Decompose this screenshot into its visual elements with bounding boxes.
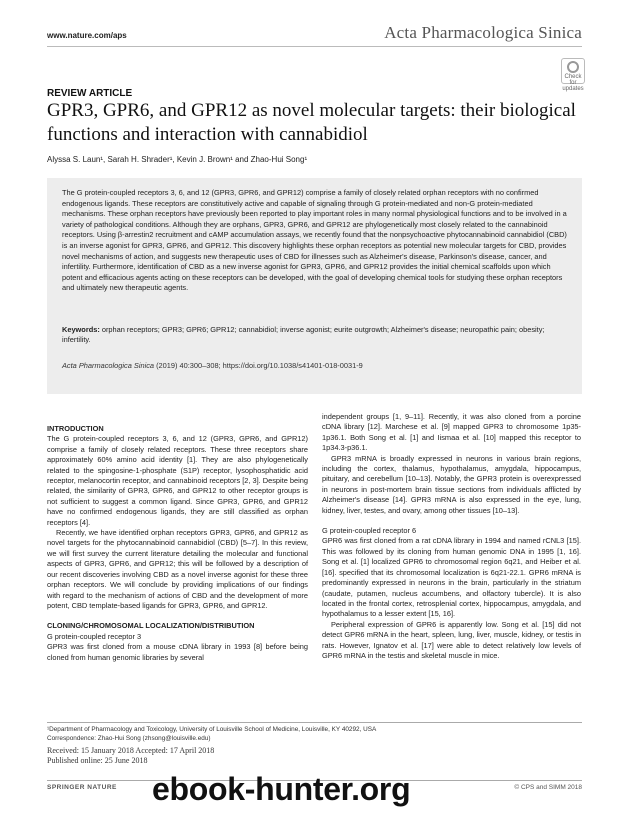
citation-details[interactable]: (2019) 40:300–308; https://doi.org/10.1038/s41401-018-0031-9 bbox=[156, 361, 363, 370]
check-for-updates-label: Check for updates bbox=[562, 74, 584, 92]
gpr3-paragraph-2: GPR3 mRNA is broadly expressed in neurons in various brain regions, including the cortex, thalamus, hypothalamus, amygdala, hippocampus, pituitary, and cerebellum [10–13]. Notably, the GPR3 protein is overexpressed in neurons in post-mortem brain tissue sections from individuals afflicted by Alzheimer's disease [14]. GPR3 mRNA is also expressed in the eye, lung, kidney, liver, testes, and ovary, among other tissues [10–13]. bbox=[322, 453, 581, 515]
abstract-text: The G protein-coupled receptors 3, 6, and 12 (GPR3, GPR6, and GPR12) comprise a family of closely related orphan receptors with no confirmed endogenous ligands. These receptors are constitutively active and capable of signaling through G protein-mediated and non-G protein-mediated mechanisms. These orphan receptors have previously been reported to play important roles in many normal physiological functions and to be involved in a variety of pathological conditions. Although they are orphans, GPR3, GPR6, and GPR12 are phylogenetically most closely related to the cannabinoid receptors. Using β-arrestin2 recruitment and cAMP accumulation assays, we recently found that the nonpsychoactive phytocannabinoid cannabidiol (CBD) is an inverse agonist for GPR3, GPR6, and GPR12. This discovery highlights these orphan receptors as potential new molecular targets for CBD, provides novel mechanisms of action, and suggests new therapeutic uses of CBD for illnesses such as Alzheimer's disease, Parkinson's disease, cancer, and infertility. Furthermore, identification of CBD as a new inverse agonist for GPR3, GPR6, and GPR12 provides the initial chemical scaffolds upon which potent and efficacious agents acting on these receptors can be developed, with the goal of developing chemical tools for studying these orphan receptors and ultimately new therapeutic agents. bbox=[62, 188, 567, 293]
journal-url[interactable]: www.nature.com/aps bbox=[47, 31, 127, 40]
check-for-updates-badge[interactable] bbox=[561, 58, 585, 92]
section-heading-introduction: INTRODUCTION bbox=[47, 424, 104, 433]
header-divider bbox=[47, 46, 582, 47]
gpr6-paragraph-1: GPR6 was first cloned from a rat cDNA library in 1994 and named rCNL3 [15]. This was followed by its cloning from human genomic DNA in 1995 [1, 16]. Song et al. [1] localized GPR6 to chromosomal region 6q21, and Heiber et al. [16]. specified that its chromosomal localization is 6q21-22.1. GPR6 mRNA is predominantly expressed in neurons in the brain, particularly in the striatum (caudate, putamen, nucleus accumbens, and olfactory tubercle). It is also located in the frontal cortex, retrosplenial cortex, hippocampus, amygdala, and hypothalamus to a lesser extent [15, 16]. bbox=[322, 536, 581, 619]
citation-journal: Acta Pharmacologica Sinica bbox=[62, 361, 155, 370]
publisher-logo: SPRINGER NATURE bbox=[47, 784, 117, 791]
published-date: Published online: 25 June 2018 bbox=[47, 756, 148, 765]
check-for-updates-icon bbox=[567, 61, 579, 73]
keywords-list: orphan receptors; GPR3; GPR6; GPR12; cannabidiol; inverse agonist; eurite outgrowth; Alzheimer's disease; neuropathic pain; obesity; infertility. bbox=[62, 325, 545, 345]
watermark: ebook-hunter.org bbox=[152, 771, 411, 807]
gpr3-paragraph-continued: independent groups [1, 9–11]. Recently, it was also cloned from a porcine cDNA library [12]. Marchese et al. [9] mapped GPR3 to chromosome 1p35-1p36.1. Both Song et al. [1] and Iismaa et al. [10] mapped this receptor to 1p34.3-p36.1. bbox=[322, 412, 581, 453]
gpr6-paragraph-2: Peripheral expression of GPR6 is apparently low. Song et al. [15] did not detect GPR6 mRNA in the heart, spleen, lung, liver, muscle, kidney, or testis in rats. However, Ignatov et al. [17] were able to detect relatively low levels of GPR6 mRNA in the testis and skeletal muscle in mice. bbox=[322, 619, 581, 660]
section-heading-cloning: CLONING/CHROMOSOMAL LOCALIZATION/DISTRIBUTION bbox=[47, 621, 255, 631]
correspondence-footnote[interactable]: Correspondence: Zhao-Hui Song (zhsong@louisville.edu) bbox=[47, 735, 211, 742]
copyright-notice: © CPS and SIMM 2018 bbox=[514, 784, 582, 791]
article-title: GPR3, GPR6, and GPR12 as novel molecular targets: their biological functions and interaction with cannabidiol bbox=[47, 100, 576, 145]
citation-line bbox=[62, 361, 363, 370]
subheading-gpr6: G protein-coupled receptor 6 bbox=[322, 526, 417, 536]
gpr3-paragraph-1: GPR3 was first cloned from a mouse cDNA library in 1993 [8] before being cloned from human genomic libraries by several bbox=[47, 642, 308, 662]
received-accepted-dates: Received: 15 January 2018 Accepted: 17 April 2018 bbox=[47, 746, 215, 755]
left-column bbox=[47, 424, 308, 663]
author-list: Alyssa S. Laun¹, Sarah H. Shrader¹, Kevin J. Brown¹ and Zhao-Hui Song¹ bbox=[47, 155, 308, 164]
intro-paragraph-2: Recently, we have identified orphan receptors GPR3, GPR6, and GPR12 as novel targets for the phytocannabinoid cannabidiol (CBD) [5–7]. In this review, we will first survey the current literature detailing the molecular and functional aspects of GPR3, GPR6, and GPR12; this will be followed by a description of our recent discoveries involving CBD as a novel inverse agonist for these three orphan receptors. We will conclude by providing implications of our findings with regard to the mechanism of actions of CBD and the development of more potent, CBD template-based ligands for GPR3, GPR6, and GPR12. bbox=[47, 528, 308, 610]
affiliation-footnote: ¹Department of Pharmacology and Toxicology, University of Louisville School of Medicine, Louisville, KY 40292, USA bbox=[47, 726, 377, 733]
article-type: REVIEW ARTICLE bbox=[47, 88, 133, 99]
publication-dates bbox=[47, 746, 447, 766]
journal-name: Acta Pharmacologica Sinica bbox=[384, 23, 582, 42]
keywords-label: Keywords: bbox=[62, 325, 100, 334]
footnote-divider bbox=[47, 722, 582, 723]
right-column bbox=[322, 412, 581, 661]
keywords bbox=[62, 325, 567, 346]
intro-paragraph-1: The G protein-coupled receptors 3, 6, and 12 (GPR3, GPR6, and GPR12) comprise a family of closely related receptors. These three receptors share approximately 60% amino acid identity [1]. They are also phylogenetically related to the spingosine-1-phosphate (S1P) receptor, lysophosphatidic acid receptor, melanocortin receptor, and cannabinoid receptors [2, 3]. Despite being related, the similarity of GPR3, GPR6, and GPR12 to other receptor groups is not sufficient to suggest a common ligand. Since GPR3, GPR6, and GPR12 have no confirmed endogenous ligands, they are still classified as orphan receptors [4]. bbox=[47, 434, 308, 527]
subheading-gpr3: G protein-coupled receptor 3 bbox=[47, 631, 142, 641]
